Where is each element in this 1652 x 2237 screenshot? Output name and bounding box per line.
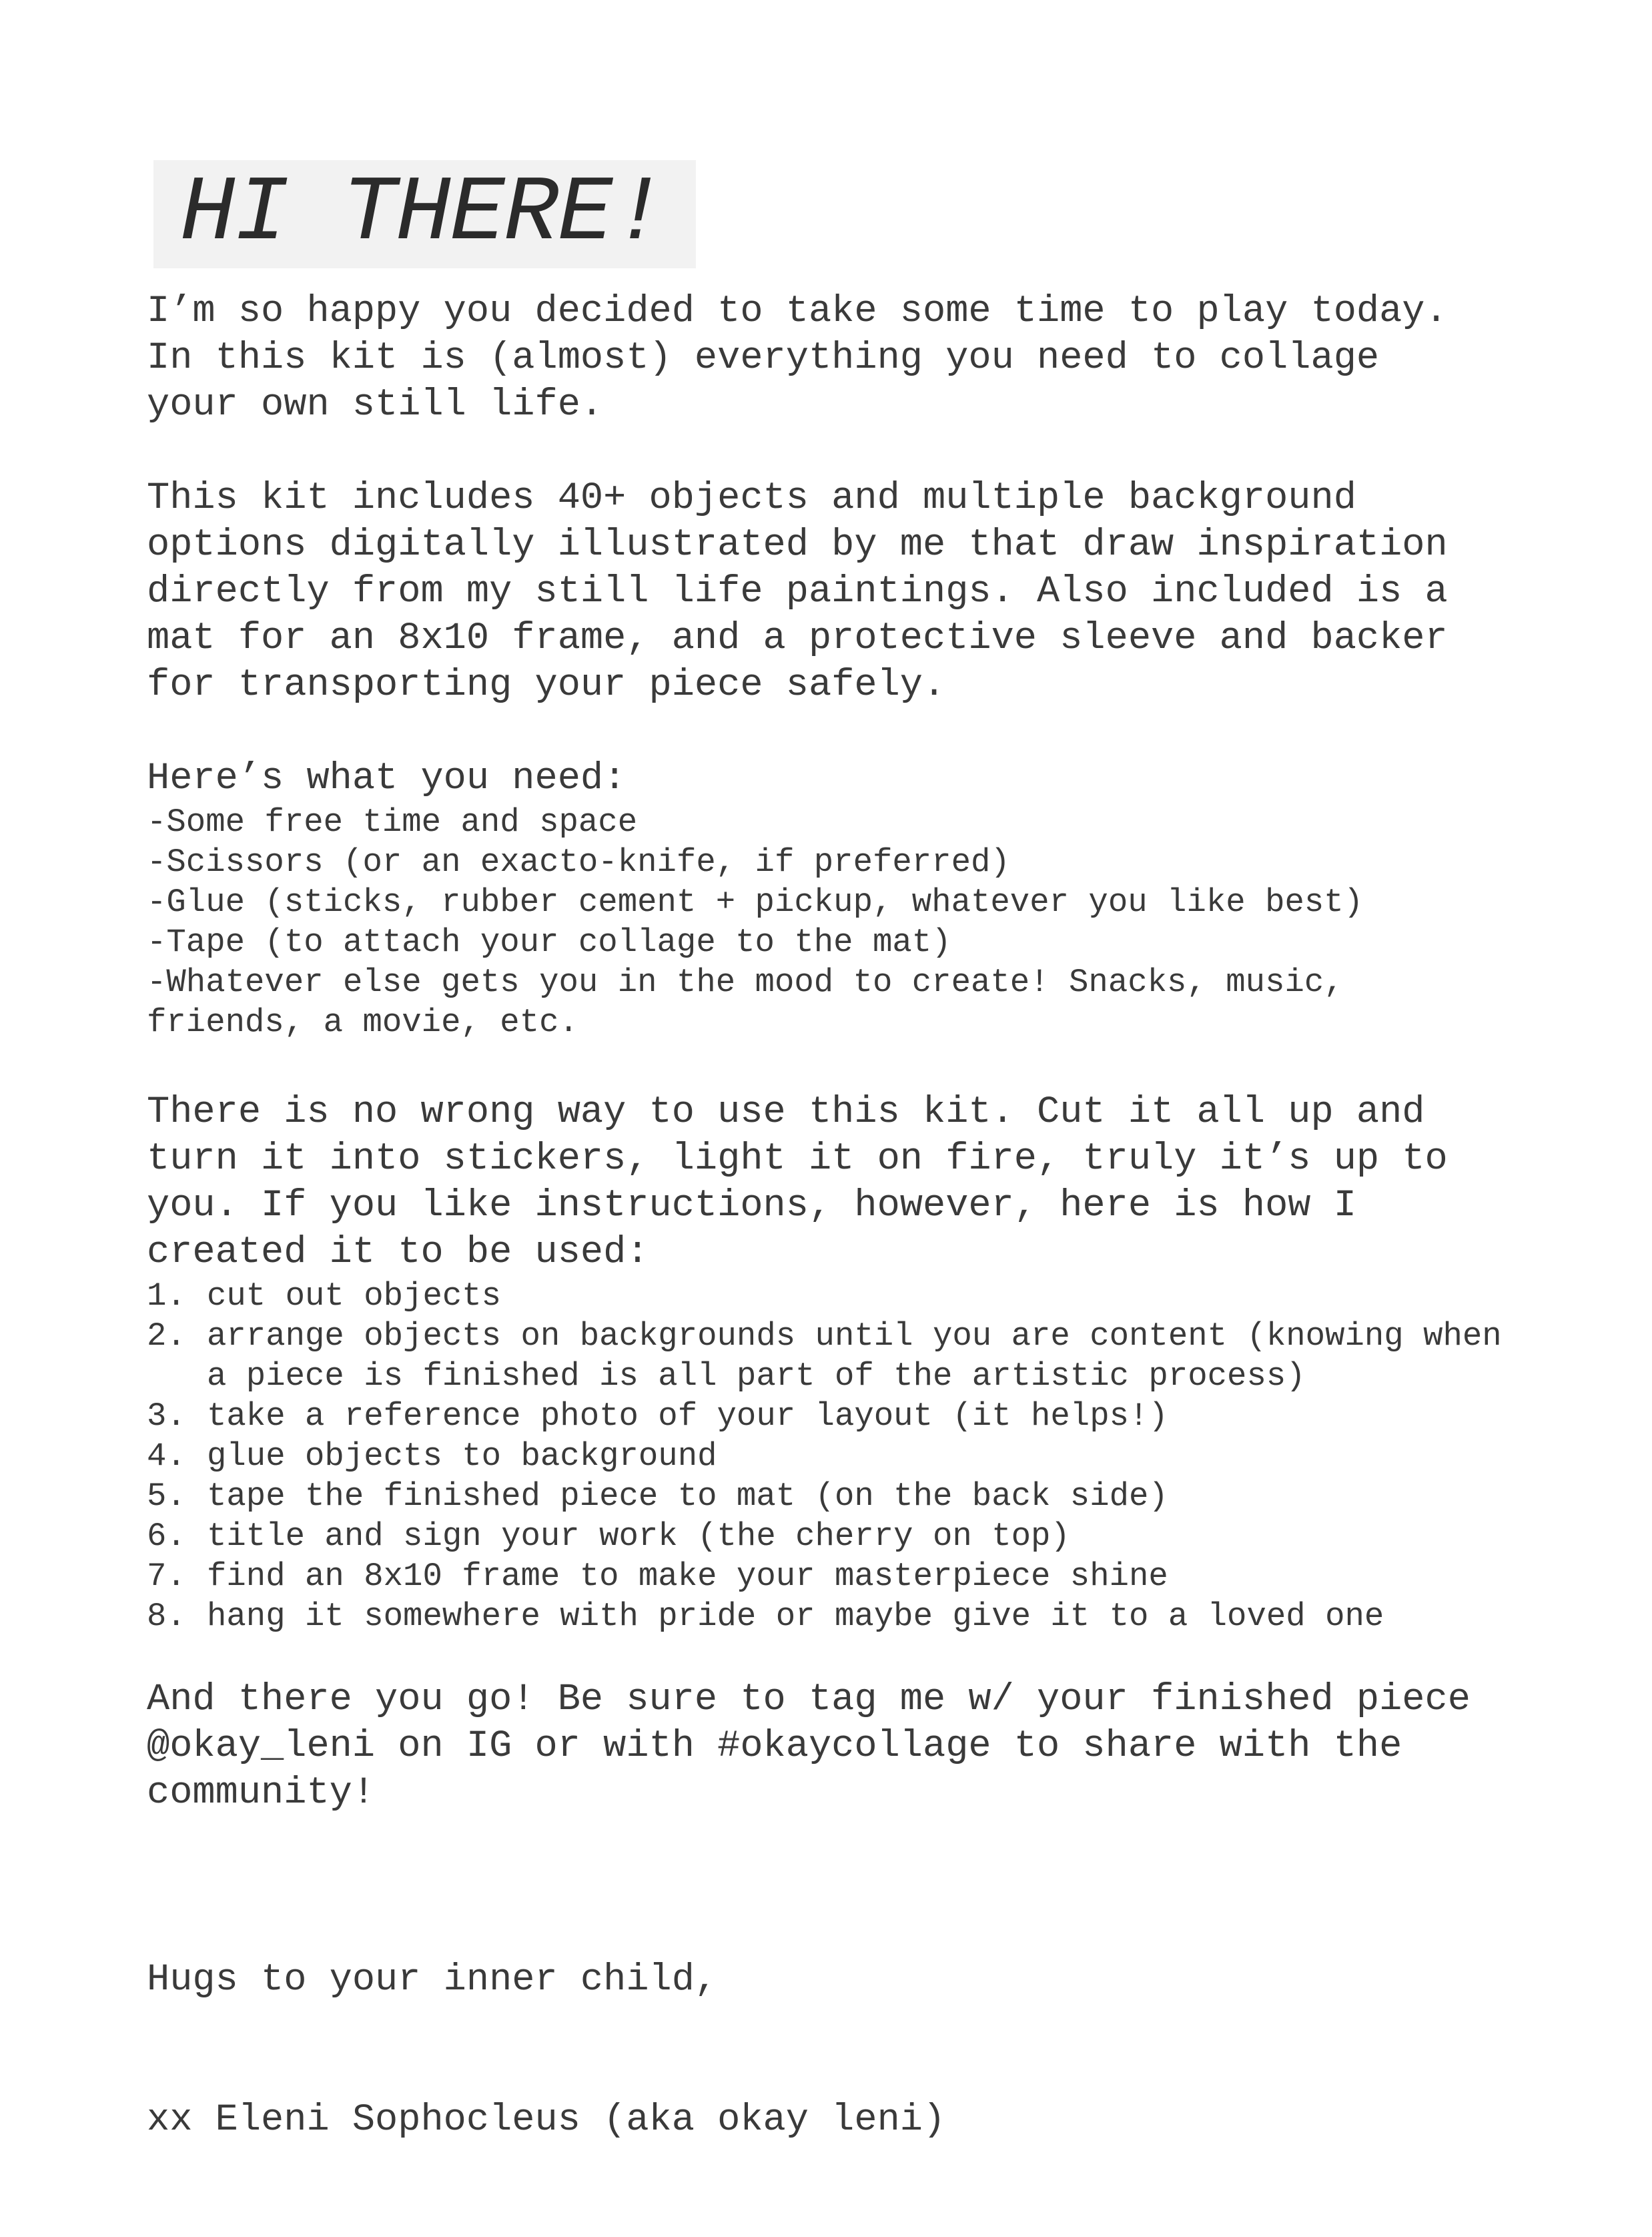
steps-list bbox=[147, 1276, 1535, 1636]
needs-item: -Tape (to attach your collage to the mat) bbox=[147, 924, 951, 961]
needs-item: -Scissors (or an exacto-knife, if preferred) bbox=[147, 844, 1010, 881]
page-title: HI THERE! bbox=[153, 160, 696, 268]
step-text: find an 8x10 frame to make your masterpiece shine bbox=[207, 1558, 1168, 1595]
step-item bbox=[147, 1316, 1535, 1396]
needs-item: -Glue (sticks, rubber cement + pickup, whatever you like best) bbox=[147, 884, 1364, 921]
instructions-section bbox=[147, 1089, 1535, 1636]
instructions-intro: There is no wrong way to use this kit. Cut it all up and turn it into stickers, light it on fire, truly it’s up to you. If you like instructions, however, here is how I created it to be used: bbox=[147, 1091, 1448, 1274]
step-item bbox=[147, 1556, 1535, 1596]
kit-includes-paragraph: This kit includes 40+ objects and multiple background options digitally illustrated by me that draw inspiration directly from my still life paintings. Also included is a mat for an 8x10 frame, and a protective sleeve and backer for transporting your piece safely. bbox=[147, 477, 1448, 707]
step-text: arrange objects on backgrounds until you are content (knowing when a piece is finished is all part of the artistic process) bbox=[207, 1317, 1502, 1395]
step-text: glue objects to background bbox=[207, 1437, 717, 1475]
step-number: 3. bbox=[147, 1397, 186, 1435]
step-text: title and sign your work (the cherry on top) bbox=[207, 1518, 1070, 1555]
step-number: 6. bbox=[147, 1518, 186, 1555]
needs-heading: Here’s what you need: bbox=[147, 757, 627, 800]
step-item bbox=[147, 1276, 1535, 1316]
intro-paragraph: I’m so happy you decided to take some time to play today. In this kit is (almost) everything you need to collage your own still life. bbox=[147, 290, 1448, 426]
signature-line: xx Eleni Sophocleus (aka okay leni) bbox=[147, 2099, 946, 2142]
step-item bbox=[147, 1516, 1535, 1556]
step-number: 8. bbox=[147, 1598, 186, 1635]
signoff bbox=[147, 1863, 1535, 2237]
signoff-line: Hugs to your inner child, bbox=[147, 1959, 718, 2001]
step-item bbox=[147, 1436, 1535, 1476]
step-text: cut out objects bbox=[207, 1277, 502, 1315]
needs-section bbox=[147, 755, 1535, 1042]
step-text: take a reference photo of your layout (it helps!) bbox=[207, 1397, 1168, 1435]
step-item bbox=[147, 1596, 1535, 1636]
step-number: 4. bbox=[147, 1437, 186, 1475]
step-number: 5. bbox=[147, 1478, 186, 1515]
closing-paragraph: And there you go! Be sure to tag me w/ your finished piece @okay_leni on IG or with #okaycollage to share with the community! bbox=[147, 1678, 1471, 1815]
step-number: 1. bbox=[147, 1277, 186, 1315]
needs-item: -Whatever else gets you in the mood to create! Snacks, music, friends, a movie, etc. bbox=[147, 964, 1344, 1041]
step-item bbox=[147, 1396, 1535, 1436]
step-item bbox=[147, 1476, 1535, 1516]
needs-list bbox=[147, 802, 1535, 1042]
step-text: hang it somewhere with pride or maybe give it to a loved one bbox=[207, 1598, 1384, 1635]
step-number: 2. bbox=[147, 1317, 186, 1355]
document-page bbox=[147, 160, 1535, 2237]
step-text: tape the finished piece to mat (on the back side) bbox=[207, 1478, 1168, 1515]
step-number: 7. bbox=[147, 1558, 186, 1595]
needs-item: -Some free time and space bbox=[147, 804, 638, 841]
